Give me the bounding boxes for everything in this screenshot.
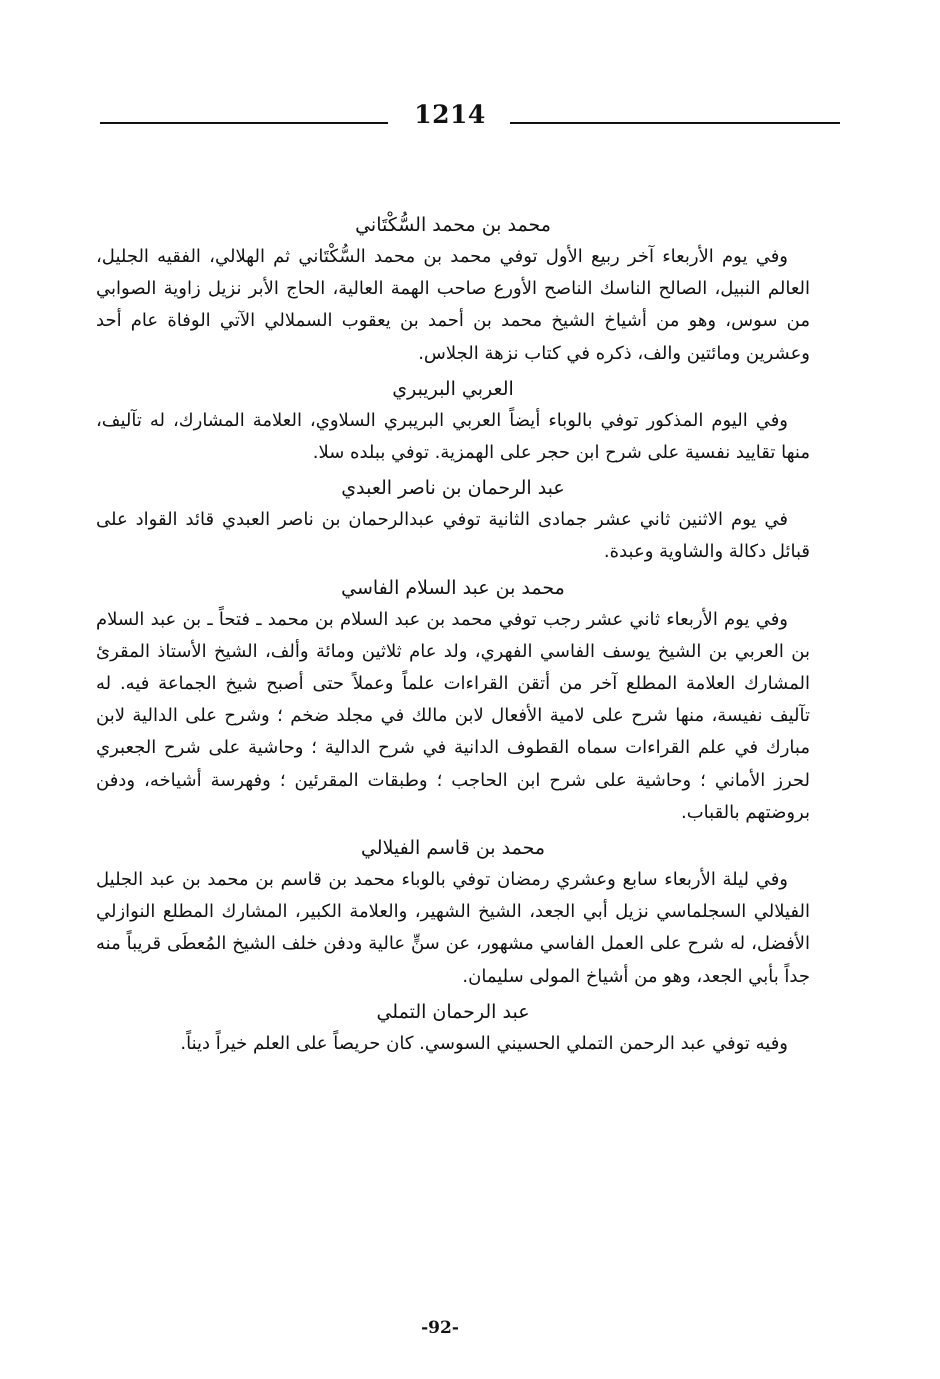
entry-body: وفي اليوم المذكور توفي بالوباء أيضاً العربي البريبري السلاوي، العلامة المشارك، له تآليف، منها تقاييد نفسية على شرح ابن حجر على الهمزية. توفي ببلده سلا. xyxy=(96,409,810,464)
entry-body: وفي ليلة الأربعاء سابع وعشري رمضان توفي بالوباء محمد بن قاسم بن محمد بن عبد الجليل الفيلالي السجلماسي نزيل أبي الجعد، الشيخ الشهير، والعلامة الكبير، المشارك المطلع النوازلي الأفضل، له شرح على العمل الفاسي مشهور، عن سنٍّ عالية ودفن خلف الشيخ المُعطَى قريباً منه جداً بأبي الجعد، وهو من أشياخ المولى سليمان. xyxy=(96,869,810,987)
page-header xyxy=(100,98,840,138)
entry xyxy=(96,206,810,370)
header-rule-right xyxy=(510,122,840,124)
entry-title: عبد الرحمان التملي xyxy=(376,1000,530,1023)
entry-title: العربي البريبري xyxy=(392,377,514,400)
entry-title: محمد بن محمد السُّكْتَاني xyxy=(355,214,551,236)
entry xyxy=(96,569,810,829)
entry xyxy=(96,370,810,469)
entry-body: وفي يوم الأربعاء آخر ربيع الأول توفي محمد بن محمد السُّكْتَاني ثم الهلالي، الفقيه الجليل، العالم النبيل، الصالح الناسك الناصح الأورع صاحب الهمة العالية، الحاج الأبر نزيل زاوية الصوابي من سوس، وهو من أشياخ الشيخ محمد بن أحمد بن يعقوب السملالي الآتي الوفاة عام أحد وعشرين ومائتين والف، ذكره في كتاب نزهة الجلاس. xyxy=(96,246,810,364)
page-content xyxy=(96,206,810,1060)
entry xyxy=(96,829,810,993)
header-rule-left xyxy=(100,122,388,124)
year-heading: 1214 xyxy=(414,100,486,129)
entry-body: وفيه توفي عبد الرحمن التملي الحسيني السوسي. كان حريصاً على العلم خيراً ديناً. xyxy=(180,1032,788,1054)
entry-body: في يوم الاثنين ثاني عشر جمادى الثانية توفي عبدالرحمان بن ناصر العبدي قائد القواد على قبائل دكالة والشاوية وعبدة. xyxy=(96,509,810,563)
entry-title: محمد بن عبد السلام الفاسي xyxy=(341,576,565,599)
entry-body: وفي يوم الأربعاء ثاني عشر رجب توفي محمد بن عبد السلام بن محمد ـ فتحاً ـ بن عبد السلام بن العربي بن الشيخ يوسف الفاسي الفهري، ولد عام ثلاثين ومائة وألف، الشيخ الأستاذ المقرئ المشارك العلامة المطلع آخر من أتقن القراءات علماً وعملاً حتى أصبح شيخ الجماعة فيه. له تآليف نفيسة، منها شرح على لامية الأفعال لابن مالك في مجلد ضخم ؛ وشرح على الدالية لابن مبارك في علم القراءات سماه القطوف الدانية في شرح الدالية ؛ وحاشية على شرح الجعبري لحرز الأماني ؛ وحاشية على شرح ابن الحاجب ؛ وطبقات المقرئين ؛ وفهرسة أشياخه، ودفن بروضتهم بالقباب. xyxy=(96,608,810,823)
entry xyxy=(96,993,810,1060)
entry-title: محمد بن قاسم الفيلالي xyxy=(360,837,546,860)
page-number-footer: -92- xyxy=(421,1318,459,1338)
entry xyxy=(96,469,810,568)
entry-title: عبد الرحمان بن ناصر العبدي xyxy=(341,477,565,500)
